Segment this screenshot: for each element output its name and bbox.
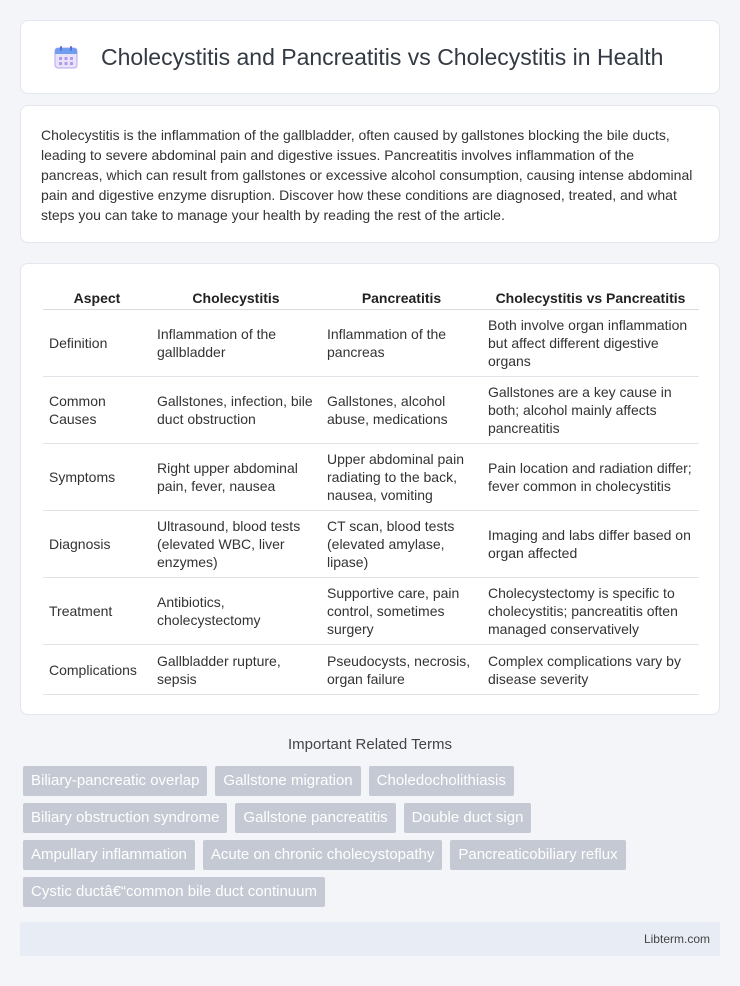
tag[interactable]: Gallstone migration (215, 766, 360, 796)
row-comparison: Gallstones are a key cause in both; alcohol mainly affects pancreatitis (482, 377, 699, 444)
row-aspect: Symptoms (43, 444, 151, 511)
tag[interactable]: Pancreaticobiliary reflux (450, 840, 625, 870)
row-cholecystitis: Gallbladder rupture, sepsis (151, 645, 321, 695)
tag[interactable]: Double duct sign (404, 803, 532, 833)
row-pancreatitis: Inflammation of the pancreas (321, 310, 482, 377)
row-comparison: Cholecystectomy is specific to cholecystitis; pancreatitis often managed conservatively (482, 578, 699, 645)
tag-row (23, 877, 703, 907)
header-pancreatitis: Pancreatitis (321, 282, 482, 310)
row-aspect: Definition (43, 310, 151, 377)
table-row (43, 511, 699, 578)
table-row (43, 578, 699, 645)
row-comparison: Pain location and radiation differ; fever common in cholecystitis (482, 444, 699, 511)
table-row (43, 444, 699, 511)
row-comparison: Complex complications vary by disease severity (482, 645, 699, 695)
comparison-table-card (20, 263, 720, 715)
tag[interactable]: Choledocholithiasis (369, 766, 514, 796)
footer-brand-link[interactable]: Libterm.com (643, 932, 710, 946)
table-header-row (43, 282, 699, 310)
row-pancreatitis: Upper abdominal pain radiating to the back, nausea, vomiting (321, 444, 482, 511)
row-cholecystitis: Inflammation of the gallbladder (151, 310, 321, 377)
related-terms-title: Important Related Terms (288, 736, 452, 753)
header-card (20, 20, 720, 94)
intro-card (20, 105, 720, 243)
header-comparison: Cholecystitis vs Pancreatitis (482, 282, 699, 310)
tag[interactable]: Ampullary inflammation (23, 840, 195, 870)
row-pancreatitis: Pseudocysts, necrosis, organ failure (321, 645, 482, 695)
table-row (43, 645, 699, 695)
header-aspect: Aspect (43, 282, 151, 310)
row-cholecystitis: Antibiotics, cholecystectomy (151, 578, 321, 645)
tag[interactable]: Gallstone pancreatitis (235, 803, 395, 833)
row-comparison: Both involve organ inflammation but affect different digestive organs (482, 310, 699, 377)
row-aspect: Diagnosis (43, 511, 151, 578)
table-row (43, 310, 699, 377)
tag-row (23, 803, 703, 833)
page-title: Cholecystitis and Pancreatitis vs Cholecystitis in Health (101, 43, 664, 70)
row-pancreatitis: CT scan, blood tests (elevated amylase, lipase) (321, 511, 482, 578)
row-aspect: Complications (43, 645, 151, 695)
row-cholecystitis: Gallstones, infection, bile duct obstruction (151, 377, 321, 444)
tag-row (23, 840, 703, 870)
comparison-table (43, 282, 699, 695)
row-aspect: Treatment (43, 578, 151, 645)
related-terms (23, 766, 703, 914)
row-cholecystitis: Ultrasound, blood tests (elevated WBC, liver enzymes) (151, 511, 321, 578)
row-comparison: Imaging and labs differ based on organ affected (482, 511, 699, 578)
tag-row (23, 766, 703, 796)
tag[interactable]: Biliary obstruction syndrome (23, 803, 227, 833)
tag[interactable]: Cystic ductâ€“common bile duct continuum (23, 877, 325, 907)
table-row (43, 377, 699, 444)
footer (20, 922, 720, 956)
calendar-icon (53, 44, 79, 70)
tag[interactable]: Acute on chronic cholecystopathy (203, 840, 442, 870)
tag[interactable]: Biliary-pancreatic overlap (23, 766, 207, 796)
row-aspect: Common Causes (43, 377, 151, 444)
intro-text: Cholecystitis is the inflammation of the gallbladder, often caused by gallstones blocking the bile ducts, leading to severe abdominal pain and digestive issues. Pancreatitis involves inflammation of the pancreas, which can result from gallstones or excessive alcohol consumption, causing intense abdominal pain and digestive enzyme disruption. Discover how these conditions are diagnosed, treated, and what steps you can take to manage your health by reading the rest of the article. (41, 127, 693, 223)
row-cholecystitis: Right upper abdominal pain, fever, nausea (151, 444, 321, 511)
row-pancreatitis: Gallstones, alcohol abuse, medications (321, 377, 482, 444)
row-pancreatitis: Supportive care, pain control, sometimes surgery (321, 578, 482, 645)
header-cholecystitis: Cholecystitis (151, 282, 321, 310)
